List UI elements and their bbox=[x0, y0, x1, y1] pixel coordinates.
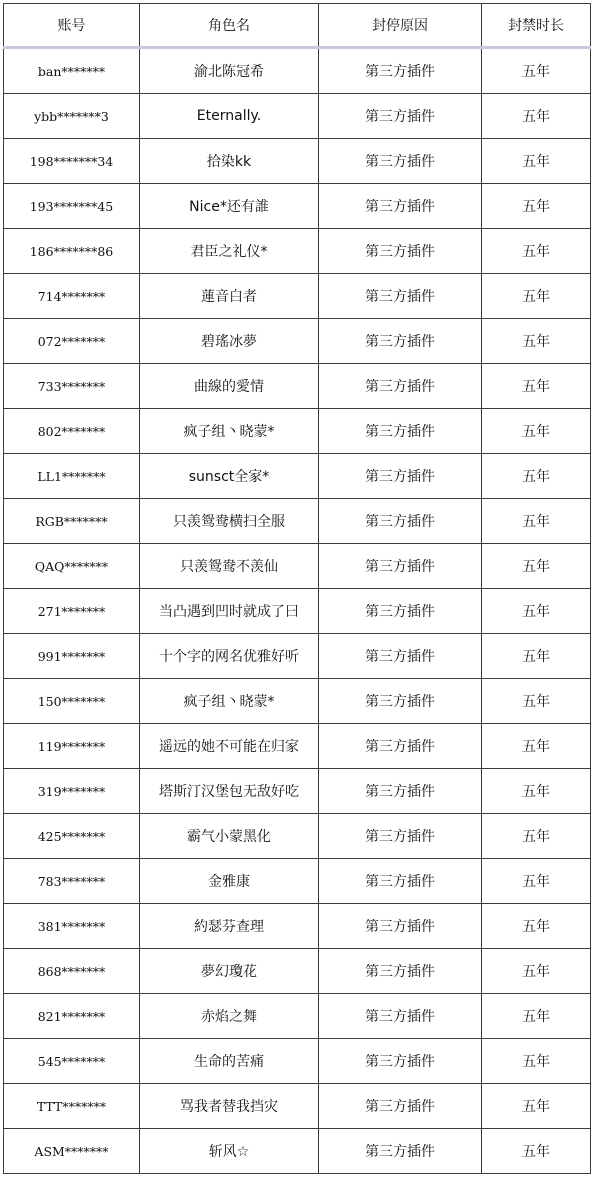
account-cell: ban******* bbox=[4, 48, 140, 94]
ban-duration-cell: 五年 bbox=[482, 634, 591, 679]
account-cell: 198*******34 bbox=[4, 139, 140, 184]
account-cell: 714******* bbox=[4, 274, 140, 319]
role-name-cell: sunsct全家* bbox=[140, 454, 319, 499]
ban-duration-cell: 五年 bbox=[482, 859, 591, 904]
role-name-cell: 蓮音白者 bbox=[140, 274, 319, 319]
ban-duration-cell: 五年 bbox=[482, 1129, 591, 1174]
ban-duration-cell: 五年 bbox=[482, 544, 591, 589]
table-row bbox=[4, 499, 591, 544]
ban-duration-cell: 五年 bbox=[482, 769, 591, 814]
ban-reason-cell: 第三方插件 bbox=[319, 139, 482, 184]
role-name-cell: 只羡鸳鸯不羡仙 bbox=[140, 544, 319, 589]
ban-reason-cell: 第三方插件 bbox=[319, 949, 482, 994]
role-name-cell: Eternally. bbox=[140, 94, 319, 139]
ban-duration-cell: 五年 bbox=[482, 679, 591, 724]
ban-reason-cell: 第三方插件 bbox=[319, 994, 482, 1039]
table-row bbox=[4, 679, 591, 724]
account-cell: 733******* bbox=[4, 364, 140, 409]
header-row bbox=[4, 4, 591, 48]
ban-duration-cell: 五年 bbox=[482, 364, 591, 409]
table-row bbox=[4, 859, 591, 904]
table-row bbox=[4, 904, 591, 949]
account-cell: 271******* bbox=[4, 589, 140, 634]
account-cell: 802******* bbox=[4, 409, 140, 454]
role-name-cell: 碧瑤冰夢 bbox=[140, 319, 319, 364]
ban-reason-cell: 第三方插件 bbox=[319, 319, 482, 364]
role-name-cell: 約瑟芬查理 bbox=[140, 904, 319, 949]
ban-reason-cell: 第三方插件 bbox=[319, 454, 482, 499]
ban-reason-cell: 第三方插件 bbox=[319, 499, 482, 544]
role-name-cell: 拾染kk bbox=[140, 139, 319, 184]
role-name-cell: 赤焰之舞 bbox=[140, 994, 319, 1039]
ban-reason-cell: 第三方插件 bbox=[319, 94, 482, 139]
role-name-cell: 当凸遇到凹时就成了曰 bbox=[140, 589, 319, 634]
account-cell: ASM******* bbox=[4, 1129, 140, 1174]
table-body bbox=[4, 48, 591, 1174]
account-cell: 119******* bbox=[4, 724, 140, 769]
table-row bbox=[4, 409, 591, 454]
account-cell: ybb*******3 bbox=[4, 94, 140, 139]
table-row bbox=[4, 94, 591, 139]
ban-duration-cell: 五年 bbox=[482, 814, 591, 859]
ban-duration-cell: 五年 bbox=[482, 724, 591, 769]
table-row bbox=[4, 139, 591, 184]
ban-duration-cell: 五年 bbox=[482, 949, 591, 994]
ban-duration-cell: 五年 bbox=[482, 184, 591, 229]
role-name-cell: 塔斯汀汉堡包无敌好吃 bbox=[140, 769, 319, 814]
table-row bbox=[4, 1084, 591, 1129]
table-row bbox=[4, 364, 591, 409]
ban-duration-cell: 五年 bbox=[482, 1039, 591, 1084]
account-cell: 821******* bbox=[4, 994, 140, 1039]
account-cell: 186*******86 bbox=[4, 229, 140, 274]
role-name-cell: 骂我者替我挡灾 bbox=[140, 1084, 319, 1129]
ban-duration-cell: 五年 bbox=[482, 229, 591, 274]
role-name-cell: 夢幻瓊花 bbox=[140, 949, 319, 994]
role-name-cell: 生命的苦痛 bbox=[140, 1039, 319, 1084]
ban-reason-cell: 第三方插件 bbox=[319, 634, 482, 679]
account-cell: 381******* bbox=[4, 904, 140, 949]
table-row bbox=[4, 274, 591, 319]
role-name-cell: 十个字的网名优雅好听 bbox=[140, 634, 319, 679]
ban-reason-cell: 第三方插件 bbox=[319, 48, 482, 94]
role-name-cell: 渝北陈冠希 bbox=[140, 48, 319, 94]
table-row bbox=[4, 1039, 591, 1084]
role-name-cell: 金雅康 bbox=[140, 859, 319, 904]
account-cell: 319******* bbox=[4, 769, 140, 814]
ban-duration-cell: 五年 bbox=[482, 409, 591, 454]
account-cell: 783******* bbox=[4, 859, 140, 904]
table-row bbox=[4, 319, 591, 364]
table-row bbox=[4, 814, 591, 859]
ban-duration-cell: 五年 bbox=[482, 454, 591, 499]
table-row bbox=[4, 589, 591, 634]
ban-reason-cell: 第三方插件 bbox=[319, 409, 482, 454]
role-name-cell: Nice*还有誰 bbox=[140, 184, 319, 229]
ban-reason-cell: 第三方插件 bbox=[319, 274, 482, 319]
header-role-name: 角色名 bbox=[140, 4, 319, 48]
role-name-cell: 曲線的愛情 bbox=[140, 364, 319, 409]
ban-duration-cell: 五年 bbox=[482, 274, 591, 319]
ban-reason-cell: 第三方插件 bbox=[319, 1039, 482, 1084]
table-row bbox=[4, 544, 591, 589]
table-row bbox=[4, 769, 591, 814]
ban-list-table bbox=[3, 3, 591, 1174]
account-cell: 425******* bbox=[4, 814, 140, 859]
ban-reason-cell: 第三方插件 bbox=[319, 679, 482, 724]
account-cell: 991******* bbox=[4, 634, 140, 679]
table-row bbox=[4, 48, 591, 94]
table-row bbox=[4, 229, 591, 274]
role-name-cell: 君臣之礼仪* bbox=[140, 229, 319, 274]
ban-duration-cell: 五年 bbox=[482, 589, 591, 634]
role-name-cell: 疯子组丶晓蒙* bbox=[140, 679, 319, 724]
account-cell: RGB******* bbox=[4, 499, 140, 544]
ban-duration-cell: 五年 bbox=[482, 94, 591, 139]
table-row bbox=[4, 994, 591, 1039]
account-cell: 868******* bbox=[4, 949, 140, 994]
ban-reason-cell: 第三方插件 bbox=[319, 769, 482, 814]
role-name-cell: 斩风☆ bbox=[140, 1129, 319, 1174]
table-row bbox=[4, 454, 591, 499]
table-row bbox=[4, 949, 591, 994]
account-cell: 193*******45 bbox=[4, 184, 140, 229]
ban-duration-cell: 五年 bbox=[482, 319, 591, 364]
role-name-cell: 疯子组丶晓蒙* bbox=[140, 409, 319, 454]
ban-reason-cell: 第三方插件 bbox=[319, 229, 482, 274]
ban-reason-cell: 第三方插件 bbox=[319, 1084, 482, 1129]
ban-duration-cell: 五年 bbox=[482, 499, 591, 544]
ban-reason-cell: 第三方插件 bbox=[319, 814, 482, 859]
account-cell: 150******* bbox=[4, 679, 140, 724]
ban-reason-cell: 第三方插件 bbox=[319, 364, 482, 409]
table-row bbox=[4, 634, 591, 679]
account-cell: 545******* bbox=[4, 1039, 140, 1084]
ban-reason-cell: 第三方插件 bbox=[319, 589, 482, 634]
ban-duration-cell: 五年 bbox=[482, 1084, 591, 1129]
ban-duration-cell: 五年 bbox=[482, 904, 591, 949]
ban-duration-cell: 五年 bbox=[482, 139, 591, 184]
account-cell: TTT******* bbox=[4, 1084, 140, 1129]
table-row bbox=[4, 184, 591, 229]
account-cell: LL1******* bbox=[4, 454, 140, 499]
table-row bbox=[4, 1129, 591, 1174]
ban-reason-cell: 第三方插件 bbox=[319, 904, 482, 949]
ban-reason-cell: 第三方插件 bbox=[319, 544, 482, 589]
header-ban-reason: 封停原因 bbox=[319, 4, 482, 48]
table-header bbox=[4, 4, 591, 48]
ban-reason-cell: 第三方插件 bbox=[319, 724, 482, 769]
role-name-cell: 遥远的她不可能在归家 bbox=[140, 724, 319, 769]
ban-duration-cell: 五年 bbox=[482, 994, 591, 1039]
header-ban-duration: 封禁时长 bbox=[482, 4, 591, 48]
ban-duration-cell: 五年 bbox=[482, 48, 591, 94]
account-cell: 072******* bbox=[4, 319, 140, 364]
ban-reason-cell: 第三方插件 bbox=[319, 184, 482, 229]
ban-reason-cell: 第三方插件 bbox=[319, 1129, 482, 1174]
role-name-cell: 霸气小蒙黑化 bbox=[140, 814, 319, 859]
header-account: 账号 bbox=[4, 4, 140, 48]
account-cell: QAQ******* bbox=[4, 544, 140, 589]
role-name-cell: 只羡鸳鸯横扫全服 bbox=[140, 499, 319, 544]
ban-reason-cell: 第三方插件 bbox=[319, 859, 482, 904]
table-row bbox=[4, 724, 591, 769]
